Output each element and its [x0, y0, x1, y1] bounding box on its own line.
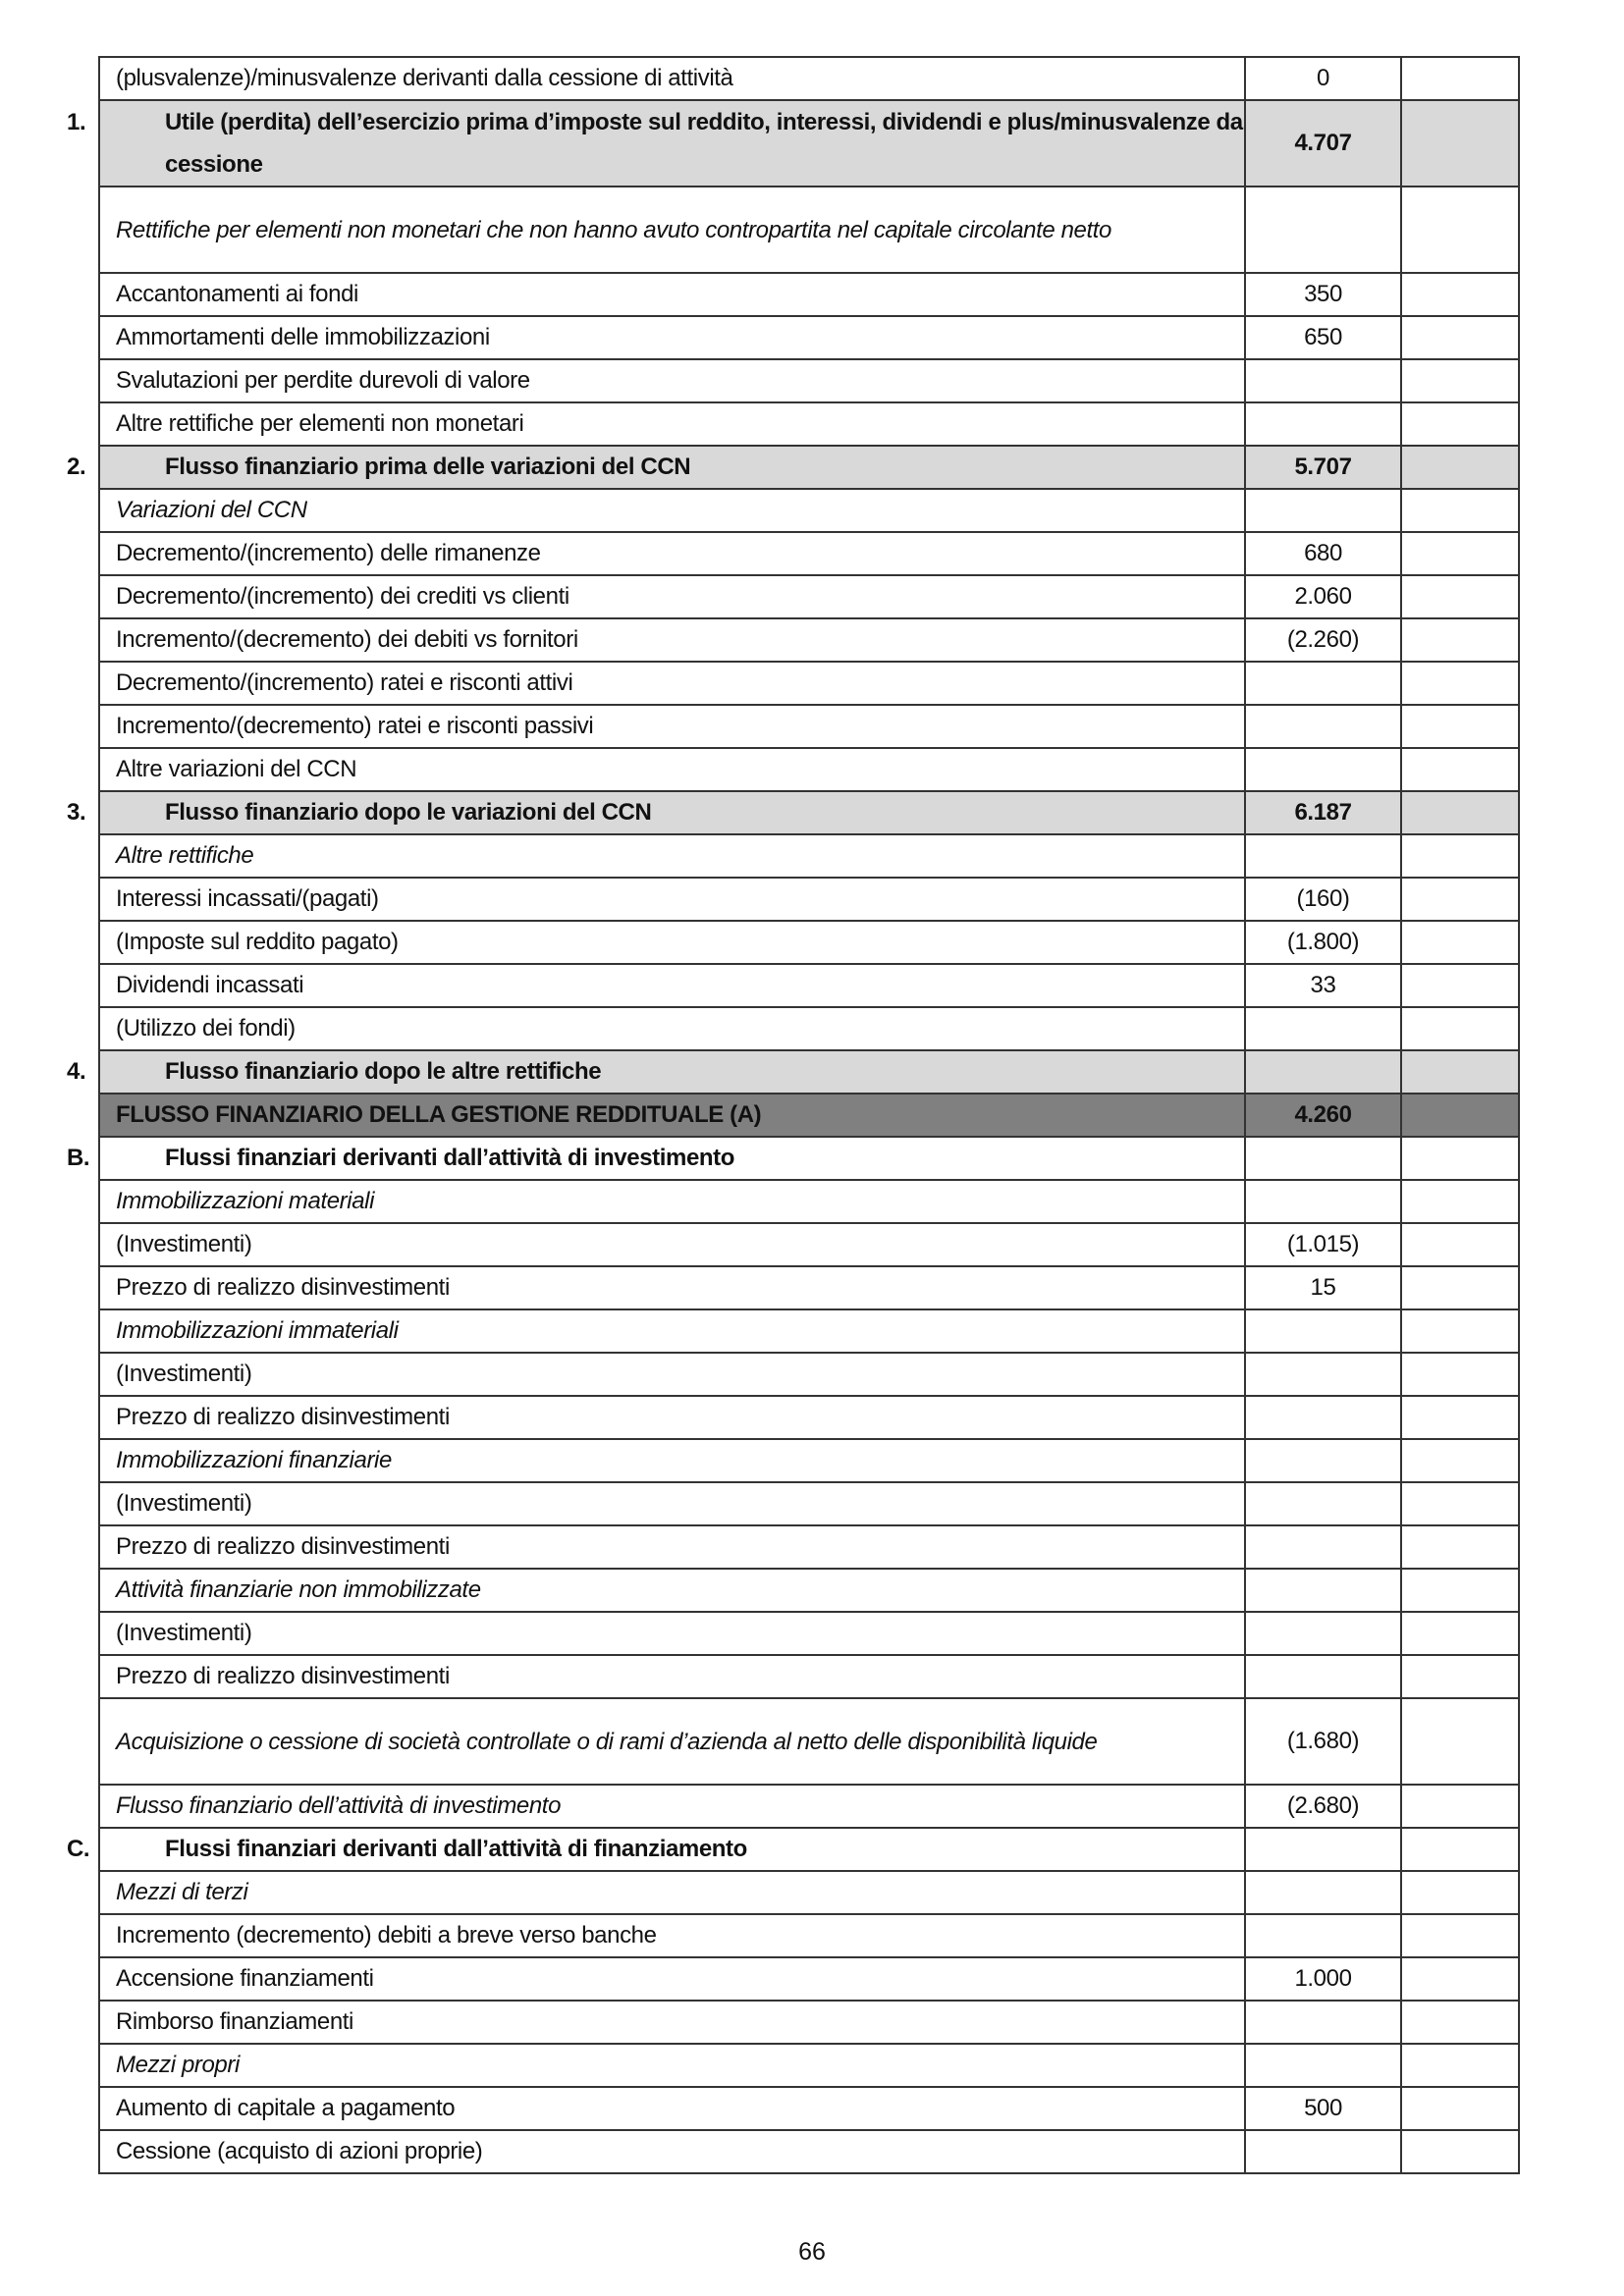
table-row [99, 2130, 1519, 2173]
table-row [99, 1223, 1519, 1266]
table-row [99, 748, 1519, 791]
row-label-cell [99, 57, 1245, 100]
row-label: Altre rettifiche per elementi non monetari [116, 410, 524, 437]
row-label-cell [99, 748, 1245, 791]
table-row [99, 1569, 1519, 1612]
row-value: 500 [1245, 2087, 1401, 2130]
empty-cell [1401, 273, 1519, 316]
row-label: Incremento/(decremento) ratei e risconti passivi [116, 713, 594, 739]
row-label: Utile (perdita) dell’esercizio prima d’imposte sul reddito, interessi, dividendi e plus/minusvalenze da cessione [165, 109, 1243, 178]
numbered-label [67, 447, 1244, 488]
row-label: Acquisizione o cessione di società controllate o di rami d’azienda al netto delle disponibilità liquide [116, 1728, 1098, 1755]
empty-cell [1401, 1309, 1519, 1353]
row-value: (2.260) [1245, 618, 1401, 662]
row-value [1245, 1655, 1401, 1698]
row-label-cell [99, 1785, 1245, 1828]
table-row [99, 1137, 1519, 1180]
row-label: Incremento/(decremento) dei debiti vs fornitori [116, 626, 578, 653]
row-value [1245, 1050, 1401, 1094]
subtotal-row [99, 100, 1519, 187]
empty-cell [1401, 1655, 1519, 1698]
table-row [99, 1785, 1519, 1828]
empty-cell [1401, 1137, 1519, 1180]
row-label: Mezzi di terzi [116, 1879, 248, 1905]
row-value: 680 [1245, 532, 1401, 575]
row-label: Prezzo di realizzo disinvestimenti [116, 1404, 450, 1430]
row-number: C. [67, 1836, 90, 1862]
table-row [99, 187, 1519, 273]
empty-cell [1401, 489, 1519, 532]
table-row [99, 618, 1519, 662]
numbered-label [67, 1051, 1244, 1093]
row-label: (Investimenti) [116, 1231, 252, 1257]
row-value: 2.060 [1245, 575, 1401, 618]
row-label-cell [99, 705, 1245, 748]
row-value [1245, 1569, 1401, 1612]
table-row [99, 489, 1519, 532]
row-label-cell [99, 1439, 1245, 1482]
row-label-cell [99, 359, 1245, 402]
row-value [1245, 1525, 1401, 1569]
empty-cell [1401, 1353, 1519, 1396]
row-label-cell [99, 964, 1245, 1007]
row-value [1245, 187, 1401, 273]
empty-cell [1401, 1569, 1519, 1612]
table-row [99, 1957, 1519, 2001]
table-row [99, 878, 1519, 921]
row-label-cell [99, 1223, 1245, 1266]
table-row [99, 705, 1519, 748]
row-label-cell [99, 834, 1245, 878]
table-row [99, 316, 1519, 359]
row-label-cell [99, 532, 1245, 575]
row-label: (plusvalenze)/minusvalenze derivanti dalla cessione di attività [116, 65, 733, 91]
empty-cell [1401, 532, 1519, 575]
empty-cell [1401, 1525, 1519, 1569]
table-row [99, 402, 1519, 446]
row-label-cell [99, 2001, 1245, 2044]
empty-cell [1401, 402, 1519, 446]
numbered-label [67, 101, 1244, 186]
row-label: Altre rettifiche [116, 842, 254, 869]
row-label: Dividendi incassati [116, 972, 304, 998]
row-value: 33 [1245, 964, 1401, 1007]
row-value: (160) [1245, 878, 1401, 921]
row-label: Immobilizzazioni immateriali [116, 1317, 399, 1344]
row-label: Flusso finanziario dell’attività di investimento [116, 1792, 562, 1819]
empty-cell [1401, 100, 1519, 187]
row-label-cell [99, 1482, 1245, 1525]
row-value: 4.260 [1245, 1094, 1401, 1137]
row-value: (1.015) [1245, 1223, 1401, 1266]
row-value: 5.707 [1245, 446, 1401, 489]
row-label-cell [99, 2130, 1245, 2173]
numbered-label [67, 792, 1244, 833]
table-row [99, 1655, 1519, 1698]
row-label: Decremento/(incremento) delle rimanenze [116, 540, 541, 566]
row-label-cell [99, 575, 1245, 618]
row-number: 1. [67, 109, 86, 135]
table-row [99, 532, 1519, 575]
row-label-cell [67, 1137, 1245, 1180]
row-label-cell [99, 273, 1245, 316]
row-label-cell [67, 791, 1245, 834]
empty-cell [1401, 1266, 1519, 1309]
row-label-cell [99, 1914, 1245, 1957]
empty-cell [1401, 187, 1519, 273]
row-number: B. [67, 1145, 90, 1171]
table-row [99, 1439, 1519, 1482]
row-value [1245, 1828, 1401, 1871]
row-value [1245, 2130, 1401, 2173]
row-value [1245, 1396, 1401, 1439]
table-row [99, 1612, 1519, 1655]
row-value: (2.680) [1245, 1785, 1401, 1828]
empty-cell [1401, 1828, 1519, 1871]
empty-cell [1401, 1698, 1519, 1785]
row-label: Decremento/(incremento) dei crediti vs clienti [116, 583, 569, 610]
table-row [99, 1828, 1519, 1871]
row-label-cell [99, 187, 1245, 273]
row-value [1245, 402, 1401, 446]
empty-cell [1401, 1957, 1519, 2001]
empty-cell [1401, 1871, 1519, 1914]
total-row [99, 1094, 1519, 1137]
row-label: Prezzo di realizzo disinvestimenti [116, 1274, 450, 1301]
row-label: (Imposte sul reddito pagato) [116, 929, 399, 955]
empty-cell [1401, 834, 1519, 878]
row-label: Accantonamenti ai fondi [116, 281, 358, 307]
row-value: 1.000 [1245, 1957, 1401, 2001]
row-label-cell [99, 618, 1245, 662]
row-label-cell [67, 100, 1245, 187]
page-number: 66 [798, 2238, 826, 2266]
table-row [99, 834, 1519, 878]
table-row [99, 57, 1519, 100]
row-label-cell [99, 316, 1245, 359]
row-label: Flusso finanziario prima delle variazioni del CCN [165, 454, 691, 480]
empty-cell [1401, 1223, 1519, 1266]
row-value [1245, 1007, 1401, 1050]
row-value [1245, 1353, 1401, 1396]
table-row [99, 1482, 1519, 1525]
row-value: 4.707 [1245, 100, 1401, 187]
row-label: Accensione finanziamenti [116, 1965, 374, 1992]
row-value [1245, 705, 1401, 748]
empty-cell [1401, 748, 1519, 791]
subtotal-row [99, 1050, 1519, 1094]
row-label-cell [67, 1050, 1245, 1094]
row-label: Rettifiche per elementi non monetari che non hanno avuto contropartita nel capitale circolante netto [116, 216, 1111, 243]
table-row [99, 2001, 1519, 2044]
empty-cell [1401, 1785, 1519, 1828]
table-row [99, 662, 1519, 705]
row-value [1245, 1180, 1401, 1223]
row-value: 15 [1245, 1266, 1401, 1309]
row-label: Aumento di capitale a pagamento [116, 2095, 456, 2121]
row-label-cell [99, 878, 1245, 921]
row-label: Ammortamenti delle immobilizzazioni [116, 324, 490, 350]
table-row [99, 921, 1519, 964]
table-row [99, 1266, 1519, 1309]
row-label-cell [99, 1094, 1245, 1137]
row-value: (1.680) [1245, 1698, 1401, 1785]
row-number: 2. [67, 454, 86, 480]
row-value [1245, 662, 1401, 705]
table-row [99, 1007, 1519, 1050]
row-label-cell [99, 1007, 1245, 1050]
row-label-cell [99, 662, 1245, 705]
row-label: (Investimenti) [116, 1361, 252, 1387]
row-label: Flusso finanziario dopo le altre rettifiche [165, 1058, 602, 1085]
row-label: Rimborso finanziamenti [116, 2008, 353, 2035]
row-label-cell [99, 1871, 1245, 1914]
row-label-cell [99, 1612, 1245, 1655]
row-label: Flussi finanziari derivanti dall’attività di investimento [165, 1145, 735, 1171]
table-row [99, 575, 1519, 618]
cash-flow-table [67, 56, 1520, 2174]
row-value [1245, 1439, 1401, 1482]
row-label: Variazioni del CCN [116, 497, 307, 523]
table-row [99, 1396, 1519, 1439]
subtotal-row [99, 446, 1519, 489]
table-row [99, 1309, 1519, 1353]
row-label: (Investimenti) [116, 1490, 252, 1517]
row-label: Cessione (acquisto di azioni proprie) [116, 2138, 483, 2164]
row-value: 350 [1245, 273, 1401, 316]
empty-cell [1401, 921, 1519, 964]
table-row [99, 2044, 1519, 2087]
row-label-cell [67, 1828, 1245, 1871]
row-value [1245, 2044, 1401, 2087]
row-label-cell [99, 1569, 1245, 1612]
row-value [1245, 2001, 1401, 2044]
table-row [99, 359, 1519, 402]
row-label-cell [99, 402, 1245, 446]
row-label: Svalutazioni per perdite durevoli di valore [116, 367, 530, 394]
row-value [1245, 1914, 1401, 1957]
table-row [99, 964, 1519, 1007]
row-label: Immobilizzazioni materiali [116, 1188, 375, 1214]
row-label: Interessi incassati/(pagati) [116, 885, 379, 912]
empty-cell [1401, 2001, 1519, 2044]
empty-cell [1401, 618, 1519, 662]
empty-cell [1401, 359, 1519, 402]
row-label-cell [99, 1309, 1245, 1353]
row-value [1245, 1482, 1401, 1525]
empty-cell [1401, 662, 1519, 705]
row-label-cell [99, 921, 1245, 964]
row-label: (Utilizzo dei fondi) [116, 1015, 296, 1041]
row-value [1245, 359, 1401, 402]
empty-cell [1401, 1180, 1519, 1223]
empty-cell [1401, 1094, 1519, 1137]
table-row [99, 1180, 1519, 1223]
row-label-cell [99, 1180, 1245, 1223]
row-label: Flussi finanziari derivanti dall’attività di finanziamento [165, 1836, 747, 1862]
row-label-cell [99, 1957, 1245, 2001]
table-row [99, 1525, 1519, 1569]
table-row [99, 273, 1519, 316]
empty-cell [1401, 1612, 1519, 1655]
empty-cell [1401, 1396, 1519, 1439]
row-label: Attività finanziarie non immobilizzate [116, 1576, 481, 1603]
row-value [1245, 1871, 1401, 1914]
row-label: Immobilizzazioni finanziarie [116, 1447, 392, 1473]
empty-cell [1401, 964, 1519, 1007]
empty-cell [1401, 1050, 1519, 1094]
table-row [99, 1698, 1519, 1785]
row-label-cell [99, 1353, 1245, 1396]
empty-cell [1401, 575, 1519, 618]
empty-cell [1401, 1914, 1519, 1957]
empty-cell [1401, 2130, 1519, 2173]
row-value [1245, 489, 1401, 532]
empty-cell [1401, 1482, 1519, 1525]
row-label: Incremento (decremento) debiti a breve verso banche [116, 1922, 657, 1949]
empty-cell [1401, 878, 1519, 921]
row-number: 4. [67, 1058, 86, 1085]
subtotal-row [99, 791, 1519, 834]
table-row [99, 1871, 1519, 1914]
table-row [99, 1353, 1519, 1396]
row-label-cell [99, 1266, 1245, 1309]
row-value: 0 [1245, 57, 1401, 100]
row-label-cell [99, 1698, 1245, 1785]
row-value [1245, 1309, 1401, 1353]
row-label-cell [99, 2087, 1245, 2130]
row-label-cell [99, 1655, 1245, 1698]
row-value [1245, 1137, 1401, 1180]
row-label: Mezzi propri [116, 2052, 240, 2078]
empty-cell [1401, 2044, 1519, 2087]
empty-cell [1401, 57, 1519, 100]
row-label-cell [67, 446, 1245, 489]
empty-cell [1401, 1007, 1519, 1050]
row-label-cell [99, 2044, 1245, 2087]
row-label-cell [99, 489, 1245, 532]
table-row [99, 2087, 1519, 2130]
row-label: FLUSSO FINANZIARIO DELLA GESTIONE REDDITUALE (A) [116, 1101, 762, 1128]
table-row [99, 1914, 1519, 1957]
row-label: Prezzo di realizzo disinvestimenti [116, 1533, 450, 1560]
empty-cell [1401, 446, 1519, 489]
row-value: (1.800) [1245, 921, 1401, 964]
row-value: 6.187 [1245, 791, 1401, 834]
row-label-cell [99, 1525, 1245, 1569]
row-label: (Investimenti) [116, 1620, 252, 1646]
numbered-label [67, 1138, 1244, 1179]
empty-cell [1401, 2087, 1519, 2130]
row-label-cell [99, 1396, 1245, 1439]
numbered-label [67, 1829, 1244, 1870]
row-label: Prezzo di realizzo disinvestimenti [116, 1663, 450, 1689]
row-label: Decremento/(incremento) ratei e risconti attivi [116, 669, 573, 696]
row-number: 3. [67, 799, 86, 826]
row-value [1245, 1612, 1401, 1655]
empty-cell [1401, 1439, 1519, 1482]
row-label: Flusso finanziario dopo le variazioni del CCN [165, 799, 652, 826]
empty-cell [1401, 791, 1519, 834]
row-label: Altre variazioni del CCN [116, 756, 357, 782]
row-value: 650 [1245, 316, 1401, 359]
empty-cell [1401, 705, 1519, 748]
row-value [1245, 834, 1401, 878]
row-value [1245, 748, 1401, 791]
empty-cell [1401, 316, 1519, 359]
